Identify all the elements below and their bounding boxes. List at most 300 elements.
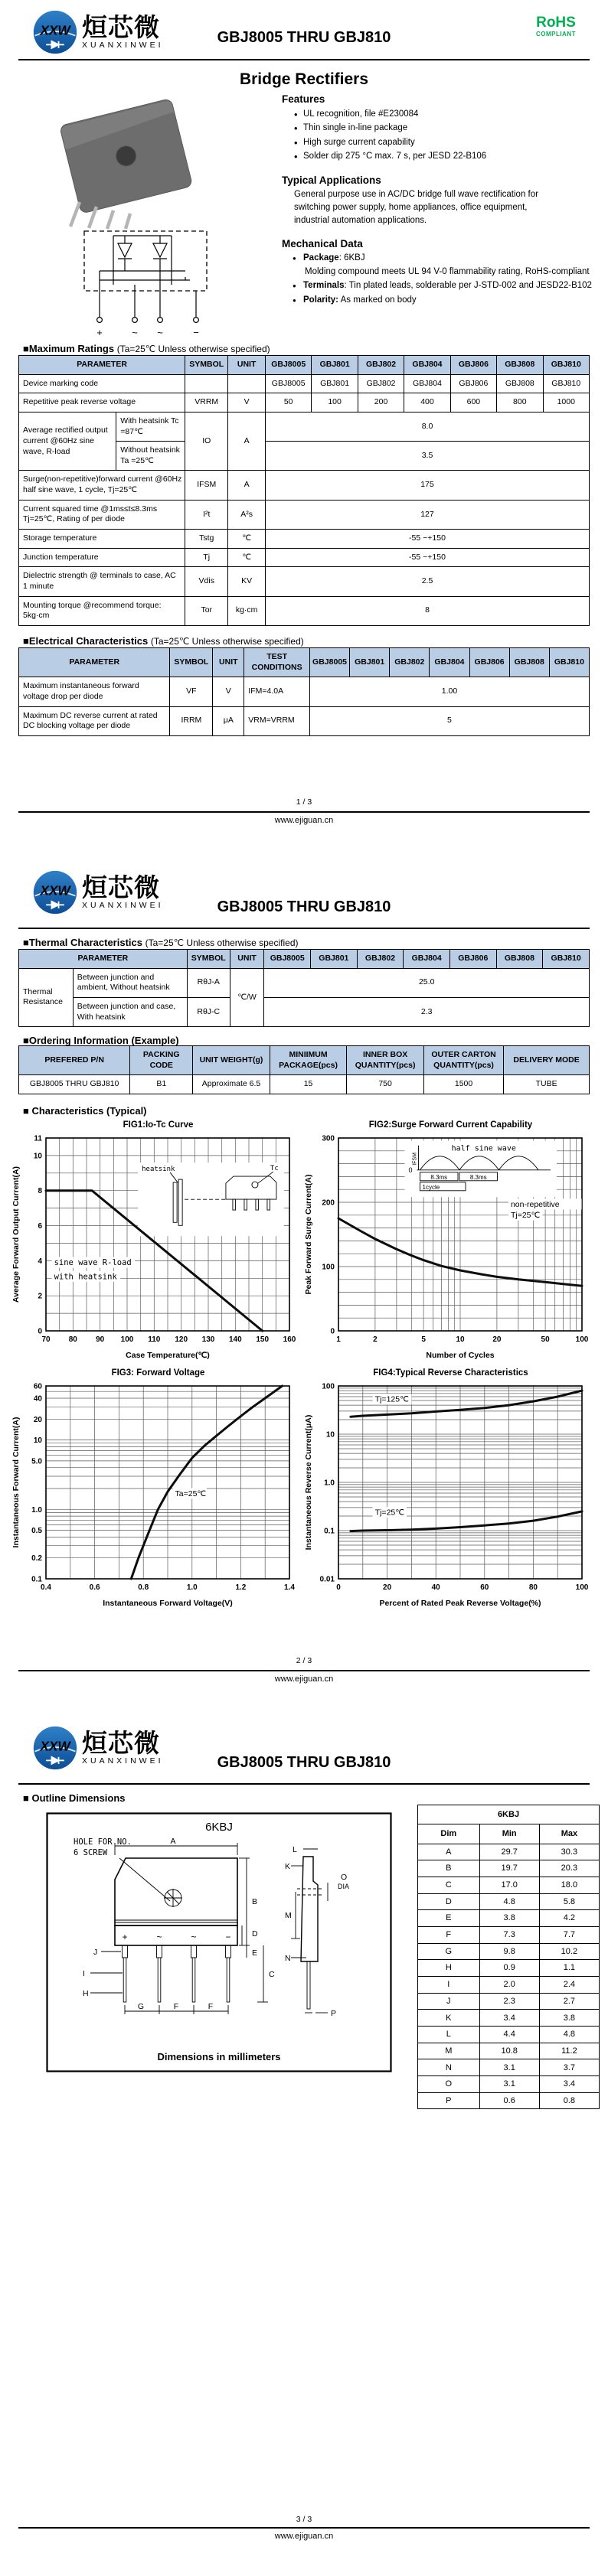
header-cell: DELIVERY MODE [504,1046,590,1075]
header-cell: UNIT WEIGHT(g) [193,1046,270,1075]
website-url: www.ejiguan.cn [274,2532,334,2541]
header-cell: MINIIMUM PACKAGE(pcs) [270,1046,347,1075]
header-cell: GBJ8005 [265,356,311,375]
cell: Current squared time @1ms≤t≤8.3ms Tj=25℃, Rating of per diode [19,500,185,529]
header-cell: PREFERED P/N [19,1046,130,1075]
fig4-reverse-characteristics [303,1368,598,1613]
cell: 0.6 [479,2092,539,2109]
svg-text:100: 100 [575,1335,589,1344]
website-url: www.ejiguan.cn [274,816,334,825]
cell: IRRM [170,706,213,735]
header-cell: INNER BOX QUANTITY(pcs) [347,1046,424,1075]
header-cell: Max [539,1824,599,1844]
product-photo [32,90,212,230]
svg-text:Percent of Rated Peak Reverse: Percent of Rated Peak Reverse Voltage(%) [379,1599,541,1608]
page-title: GBJ8005 THRU GBJ810 [217,29,391,46]
svg-text:40: 40 [33,1394,42,1404]
header-cell: GBJ808 [497,356,543,375]
svg-text:100: 100 [322,1263,335,1272]
features-title: Features [282,93,325,105]
svg-text:10: 10 [33,1436,42,1446]
header-cell: GBJ801 [350,648,390,677]
brand-logo-initials: XXW [40,1738,70,1754]
cell: H [418,1960,480,1977]
list-item: • High surge current capability [294,135,594,149]
cell: V [228,393,266,412]
header-cell: GBJ810 [543,356,589,375]
svg-text:20: 20 [492,1335,502,1344]
list-item: • Thin single in-line package [294,121,594,135]
svg-text:+: + [96,327,103,338]
svg-text:Instantaneous Reverse Current(: Instantaneous Reverse Current(μA) [304,1414,313,1550]
svg-text:J: J [93,1948,98,1957]
page-title: GBJ8005 THRU GBJ810 [217,1754,391,1771]
cell: 2.3 [264,997,590,1026]
fig1-plot [11,1130,300,1361]
cell: Maximum DC reverse current at rated DC blocking voltage per diode [19,706,170,735]
svg-text:300: 300 [322,1134,335,1143]
table-row [418,1910,600,1927]
cell: B1 [130,1075,193,1094]
cell: 50 [265,393,311,412]
cell: GBJ8005 THRU GBJ810 [19,1075,130,1094]
cell: 2.0 [479,1976,539,1993]
header-cell: PARAMETER [19,648,170,677]
table-row [418,2076,600,2093]
applications-text: General purpose use in AC/DC bridge full wave rectification for switching power supply, home appliances, office equipment, industrial automation applications. [294,189,538,226]
table-row [19,1075,590,1094]
cell: Device marking code [19,374,185,393]
cell: 100 [312,393,358,412]
header-cell: UNIT [228,356,266,375]
brand-logo-globe-icon [32,1725,78,1771]
cell: D [418,1893,480,1910]
bridge-schematic [67,227,228,341]
svg-text:Tj=125℃: Tj=125℃ [374,1394,409,1404]
svg-text:60: 60 [33,1382,42,1391]
table-row [19,968,590,997]
cell: IO [185,412,228,471]
cell: 7.3 [479,1926,539,1943]
svg-text:F: F [208,2002,214,2011]
svg-text:0: 0 [336,1583,341,1592]
cell: -55 ~+150 [265,548,589,567]
header-cell: GBJ8005 [309,648,349,677]
svg-text:D: D [252,1929,258,1939]
cell: 4.4 [479,2026,539,2043]
cell: 750 [347,1075,424,1094]
cell: O [418,2076,480,2093]
table-row [418,1893,600,1910]
svg-text:Tj=25℃: Tj=25℃ [510,1211,541,1221]
cell: IFSM [185,471,228,500]
svg-text:10: 10 [33,1152,42,1161]
svg-text:~: ~ [156,1932,162,1942]
header-rule [18,928,590,929]
list-item: • UL recognition, file #E230084 [294,107,594,121]
applications-title: Typical Applications [282,174,381,186]
svg-text:0.2: 0.2 [31,1554,42,1564]
header-cell: GBJ802 [357,950,404,969]
table-row [19,596,590,625]
cell: kg·cm [228,596,266,625]
cell [228,374,266,393]
cell: 3.7 [539,2059,599,2076]
list-item: ● Terminals: Tin plated leads, solderable per J-STD-002 and JESD22-B102 [294,279,594,292]
svg-text:Average Forward Output Current: Average Forward Output Current(A) [11,1166,21,1303]
cell: K [418,2010,480,2027]
footer-rule [18,811,590,813]
svg-text:Peak Forward Surge Current(A): Peak Forward Surge Current(A) [304,1174,313,1295]
electrical-heading: ■Electrical Characteristics (Ta=25℃ Unless otherwise specified) [23,635,304,647]
cell: 3.4 [539,2076,599,2093]
mechanical-title: Mechanical Data [282,238,363,250]
brand-logo [32,869,164,915]
cell: 25.0 [264,968,590,997]
header-cell: TEST CONDITIONS [244,648,310,677]
header-cell: GBJ802 [358,356,404,375]
svg-text:IFSM: IFSM [412,1153,418,1166]
document-subtitle: Bridge Rectifiers [239,70,369,88]
table-row [19,997,590,1026]
outline-drawing [46,1812,392,2072]
cell: 2.3 [479,1993,539,2010]
svg-text:0.6: 0.6 [89,1583,100,1592]
brand-name-chinese: 烜芯微 [82,1728,160,1759]
cell: VRRM [185,393,228,412]
svg-text:50: 50 [541,1335,550,1344]
cell: 400 [404,393,450,412]
header-cell: PARAMETER [19,356,185,375]
cell: Storage temperature [19,530,185,549]
rohs-badge [536,15,576,38]
cell: C [418,1877,480,1893]
cell: Tj [185,548,228,567]
svg-text:B: B [252,1897,258,1906]
svg-text:Ta=25℃: Ta=25℃ [175,1489,207,1499]
cell: Without heatsink Ta =25℃ [116,442,185,471]
brand-logo [32,9,164,55]
cell: 1.00 [309,677,589,706]
svg-text:0.1: 0.1 [324,1527,335,1536]
cell: A [418,1844,480,1860]
header-cell: SYMBOL [185,356,228,375]
header-cell: GBJ802 [390,648,430,677]
svg-text:200: 200 [322,1198,335,1208]
cell: 10.8 [479,2043,539,2059]
cell: 9.8 [479,1943,539,1960]
dimensions-table-grid [417,1805,600,2109]
list-item: • Solder dip 275 °C max. 7 s, per JESD 22-B106 [294,149,594,163]
cell: 3.1 [479,2059,539,2076]
svg-text:4: 4 [38,1257,42,1266]
svg-text:O: O [341,1873,348,1882]
page-number: 2 / 3 [296,1656,312,1665]
svg-text:Instantaneous Forward Voltage(: Instantaneous Forward Voltage(V) [103,1599,233,1608]
cell: I²t [185,500,228,529]
table-row [19,412,590,441]
svg-text:130: 130 [201,1335,215,1344]
svg-text:N: N [285,1954,291,1963]
brand-logo-initials: XXW [40,22,70,38]
cell: 3.8 [539,2010,599,2027]
brand-name-roman: XUANXINWEI [82,901,164,911]
header-cell: GBJ806 [469,648,509,677]
cell [185,374,228,393]
table-row [418,1926,600,1943]
svg-text:half sine wave: half sine wave [451,1144,516,1153]
header-cell: GBJ810 [549,648,589,677]
svg-text:−: − [225,1932,231,1942]
thermal-heading: ■Thermal Characteristics (Ta=25℃ Unless otherwise specified) [23,937,299,948]
svg-text:10: 10 [456,1335,465,1344]
table-row [418,1943,600,1960]
cell: ℃ [228,530,266,549]
svg-text:DIA: DIA [338,1883,350,1890]
cell: Tstg [185,530,228,549]
brand-name-roman: XUANXINWEI [82,1756,164,1766]
characteristics-heading: ■ Characteristics (Typical) [23,1105,147,1117]
fig2-title: FIG2:Surge Forward Current Capability [368,1120,533,1130]
svg-text:sine wave R-load: sine wave R-load [54,1258,132,1268]
cell: KV [228,567,266,596]
table-row [418,1993,600,2010]
cell: 19.7 [479,1860,539,1877]
cell: P [418,2092,480,2109]
header-cell: PARAMETER [19,950,188,969]
svg-text:0.1: 0.1 [31,1575,42,1584]
cell: Maximum instantaneous forward voltage drop per diode [19,677,170,706]
table-row [19,393,590,412]
fig1-title: FIG1:Io-Tc Curve [123,1120,194,1130]
svg-text:1: 1 [336,1335,341,1344]
table-row [418,2026,600,2043]
svg-text:E: E [252,1948,258,1958]
svg-text:70: 70 [41,1335,51,1344]
cell: Between junction and ambient, Without heatsink [73,968,187,997]
svg-text:0.4: 0.4 [41,1583,51,1592]
header-cell: GBJ808 [496,950,543,969]
table-row [19,648,590,677]
header-cell: GBJ804 [404,356,450,375]
cell: RθJ-C [187,997,230,1026]
svg-text:8: 8 [38,1187,42,1196]
header-cell: OUTER CARTON QUANTITY(pcs) [423,1046,503,1075]
cell: 800 [497,393,543,412]
cell: Thermal Resistance [19,968,74,1027]
svg-text:L: L [293,1845,297,1854]
hole-note [74,1837,132,1857]
cell: 2.5 [265,567,589,596]
cell: TUBE [504,1075,590,1094]
svg-text:M: M [285,1911,292,1920]
table-row [19,471,590,500]
svg-text:20: 20 [33,1415,42,1424]
cell: 1500 [423,1075,503,1094]
svg-text:6 SCREW: 6 SCREW [74,1848,108,1857]
header-rule [18,1783,590,1785]
svg-text:I: I [83,1969,85,1978]
svg-text:1.2: 1.2 [235,1583,247,1592]
cell: V [213,677,244,706]
cell: With heatsink Tc =87℃ [116,412,185,441]
svg-text:~: ~ [157,327,163,338]
side-dimensions [285,1845,349,2018]
cell: GBJ810 [543,374,589,393]
max-ratings [18,355,590,626]
table-row [418,2059,600,2076]
svg-text:A: A [170,1837,176,1846]
rohs-label: RoHS [536,15,576,31]
table-row [19,950,590,969]
ordering-information [18,1045,590,1094]
header-cell: UNIT [230,950,264,969]
svg-text:Number of Cycles: Number of Cycles [426,1351,495,1360]
fig1-io-tc-curve [11,1120,306,1365]
svg-text:1.0: 1.0 [186,1583,198,1592]
page1-right-column [282,93,594,309]
svg-text:1.0: 1.0 [324,1479,335,1488]
dimensions-table [417,1805,600,2109]
svg-text:110: 110 [148,1335,161,1344]
page1-header [18,9,590,58]
brand-name-chinese: 烜芯微 [82,872,160,903]
svg-text:2: 2 [38,1292,42,1301]
brand-logo-globe-icon [32,9,78,55]
header-cell: GBJ8005 [264,950,311,969]
ordering-heading: ■Ordering Information (Example) [23,1035,179,1046]
svg-text:+: + [122,1932,128,1942]
cell: GBJ808 [497,374,543,393]
svg-text:0: 0 [330,1327,335,1336]
cell: 30.3 [539,1844,599,1860]
header-rule [18,59,590,60]
cell: GBJ8005 [265,374,311,393]
website-url: www.ejiguan.cn [274,1674,334,1684]
svg-text:HOLE FOR NO.: HOLE FOR NO. [74,1837,132,1847]
table-row [19,567,590,596]
cell: 2.4 [539,1976,599,1993]
table-row [19,677,590,706]
fig2-surge-current [303,1120,598,1365]
svg-text:140: 140 [228,1335,242,1344]
cell: -55 ~+150 [265,530,589,549]
cell: N [418,2059,480,2076]
cell: 0.8 [539,2092,599,2109]
svg-text:5.0: 5.0 [31,1457,42,1466]
svg-text:~: ~ [191,1932,197,1942]
header-cell: SYMBOL [170,648,213,677]
svg-text:P: P [331,2009,337,2018]
table-row [418,1860,600,1877]
svg-text:0.8: 0.8 [138,1583,149,1592]
cell: 17.0 [479,1877,539,1893]
svg-text:8.3ms: 8.3ms [469,1173,487,1181]
table-row [19,548,590,567]
svg-text:1.4: 1.4 [284,1583,295,1592]
header-cell: 6KBJ [418,1805,600,1824]
fig3-plot [11,1378,300,1609]
table-row [19,530,590,549]
cell: GBJ806 [450,374,496,393]
cell: Vdis [185,567,228,596]
fig4-plot [303,1378,593,1609]
page3-header [18,1722,590,1782]
cell: VRM=VRRM [244,706,310,735]
thermal-characteristics-grid [18,949,590,1027]
polarity-marks [122,1932,230,1942]
cell: 8.0 [265,412,589,441]
header-cell: GBJ806 [450,356,496,375]
mechanical-data-list [294,252,594,307]
header-cell: GBJ801 [312,356,358,375]
page-title: GBJ8005 THRU GBJ810 [217,898,391,915]
list-item: ● Package: 6KBJ Molding compound meets UL 94 V-0 flammability rating, RoHS-compliant [294,252,594,278]
cell: GBJ801 [312,374,358,393]
electrical-characteristics [18,647,590,736]
cell: B [418,1860,480,1877]
cell: 1000 [543,393,589,412]
cell: A [228,412,266,471]
svg-text:5: 5 [421,1335,426,1344]
cell: 1.1 [539,1960,599,1977]
outline-heading: ■ Outline Dimensions [23,1792,126,1804]
dimensions-caption: Dimensions in millimeters [157,2051,281,2062]
svg-text:2: 2 [373,1335,378,1344]
pins [123,1945,231,2002]
svg-text:8.3ms: 8.3ms [430,1173,448,1181]
header-cell: GBJ804 [404,950,450,969]
svg-text:H: H [83,1989,89,1998]
cell: M [418,2043,480,2059]
svg-text:−: − [193,327,199,338]
header-cell: GBJ808 [509,648,549,677]
schematic-terminal-labels [96,327,199,338]
header-cell: GBJ804 [430,648,469,677]
table-row [19,1046,590,1075]
table-row [19,706,590,735]
features-list [294,107,594,164]
svg-text:K: K [285,1862,291,1871]
header-cell: PACKING CODE [130,1046,193,1075]
cell: ℃ [228,548,266,567]
cell: Between junction and case, With heatsink [73,997,187,1026]
page-number: 1 / 3 [296,797,312,807]
cell: RθJ-A [187,968,230,997]
cell: 18.0 [539,1877,599,1893]
table-row [418,1824,600,1844]
cell: 8 [265,596,589,625]
header-cell: Dim [418,1824,480,1844]
fig3-title: FIG3: Forward Voltage [111,1368,205,1378]
cell: 600 [450,393,496,412]
cell: 5 [309,706,589,735]
cell: Mounting torque @recommend torque: 5kg·cm [19,596,185,625]
cell: Dielectric strength @ terminals to case, AC 1 minute [19,567,185,596]
table-row [418,2010,600,2027]
cell: 29.7 [479,1844,539,1860]
page2-header [18,866,590,926]
header-cell: GBJ801 [311,950,358,969]
cell: 15 [270,1075,347,1094]
list-item: ● Polarity: As marked on body [294,294,594,307]
svg-text:Tj=25℃: Tj=25℃ [374,1508,405,1518]
table-row [418,2043,600,2059]
svg-text:40: 40 [431,1583,440,1592]
brand-name-roman: XUANXINWEI [82,41,164,51]
svg-text:10: 10 [325,1430,335,1440]
svg-text:150: 150 [256,1335,270,1344]
